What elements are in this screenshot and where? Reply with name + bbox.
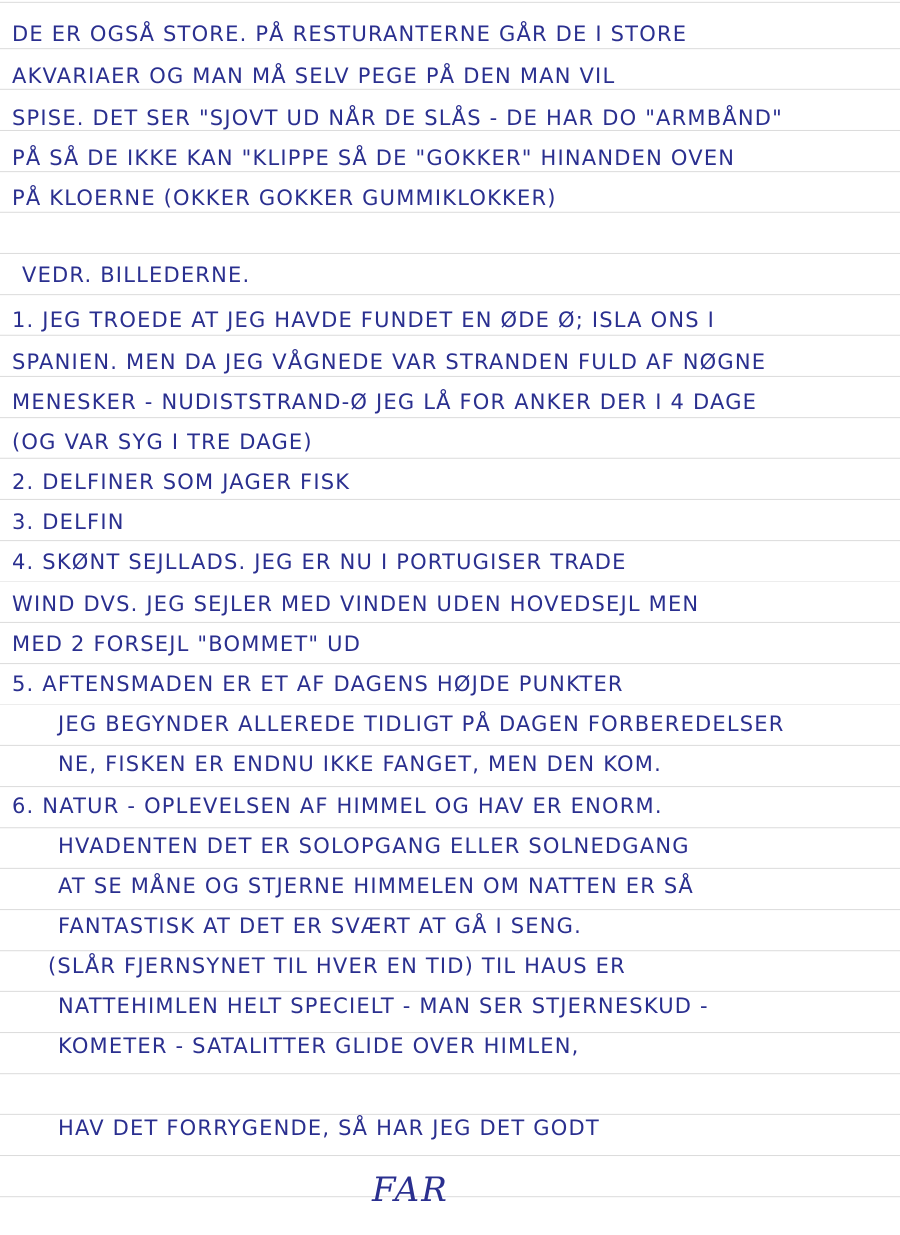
letter-line-9: MENESKER - NUDISTSTRAND-Ø JEG LÅ FOR ANKER DER I 4 DAGE xyxy=(12,390,758,414)
letter-line-3: SPISE. DET SER "SJOVT UD NÅR DE SLÅS - DE HAR DO "ARMBÅND" xyxy=(12,106,784,130)
letter-line-11: 2. DELFINER SOM JAGER FISK xyxy=(12,470,351,494)
letter-line-7: 1. JEG TROEDE AT JEG HAVDE FUNDET EN ØDE Ø; ISLA ONS I xyxy=(12,308,716,332)
signature: FAR xyxy=(372,1170,449,1210)
letter-line-18: NE, FISKEN ER ENDNU IKKE FANGET, MEN DEN KOM. xyxy=(58,752,662,776)
letter-line-13: 4. SKØNT SEJLLADS. JEG ER NU I PORTUGISER TRADE xyxy=(12,550,627,574)
letter-line-8: SPANIEN. MEN DA JEG VÅGNEDE VAR STRANDEN FULD AF NØGNE xyxy=(12,350,767,374)
letter-line-4: PÅ SÅ DE IKKE KAN "KLIPPE SÅ DE "GOKKER" HINANDEN OVEN xyxy=(12,146,736,170)
letter-heading: VEDR. BILLEDERNE. xyxy=(22,263,251,287)
letter-line-21: AT SE MÅNE OG STJERNE HIMMELEN OM NATTEN ER SÅ xyxy=(58,874,694,898)
letter-line-19: 6. NATUR - OPLEVELSEN AF HIMMEL OG HAV ER ENORM. xyxy=(12,794,663,818)
letter-line-22: FANTASTISK AT DET ER SVÆRT AT GÅ I SENG. xyxy=(58,914,583,938)
letter-line-16: 5. AFTENSMADEN ER ET AF DAGENS HØJDE PUNKTER xyxy=(12,672,624,696)
letter-line-17: JEG BEGYNDER ALLEREDE TIDLIGT PÅ DAGEN FORBEREDELSER xyxy=(58,712,785,736)
letter-line-12: 3. DELFIN xyxy=(12,510,125,534)
letter-line-23: (SLÅR FJERNSYNET TIL HVER EN TID) TIL HAUS ER xyxy=(48,954,626,978)
letter-line-5: PÅ KLOERNE (OKKER GOKKER GUMMIKLOKKER) xyxy=(12,186,557,210)
letter-closing: HAV DET FORRYGENDE, SÅ HAR JEG DET GODT xyxy=(58,1116,600,1140)
letter-line-15: MED 2 FORSEJL "BOMMET" UD xyxy=(12,632,362,656)
letter-line-1: DE ER OGSÅ STORE. PÅ RESTURANTERNE GÅR DE I STORE xyxy=(12,22,688,46)
letter-line-20: HVADENTEN DET ER SOLOPGANG ELLER SOLNEDGANG xyxy=(58,834,690,858)
letter-line-25: KOMETER - SATALITTER GLIDE OVER HIMLEN, xyxy=(58,1034,580,1058)
letter-line-14: WIND DVS. JEG SEJLER MED VINDEN UDEN HOVEDSEJL MEN xyxy=(12,592,700,616)
letter-line-2: AKVARIAER OG MAN MÅ SELV PEGE PÅ DEN MAN VIL xyxy=(12,64,616,88)
letter-line-10: (OG VAR SYG I TRE DAGE) xyxy=(12,430,313,454)
letter-line-24: NATTEHIMLEN HELT SPECIELT - MAN SER STJERNESKUD - xyxy=(58,994,709,1018)
